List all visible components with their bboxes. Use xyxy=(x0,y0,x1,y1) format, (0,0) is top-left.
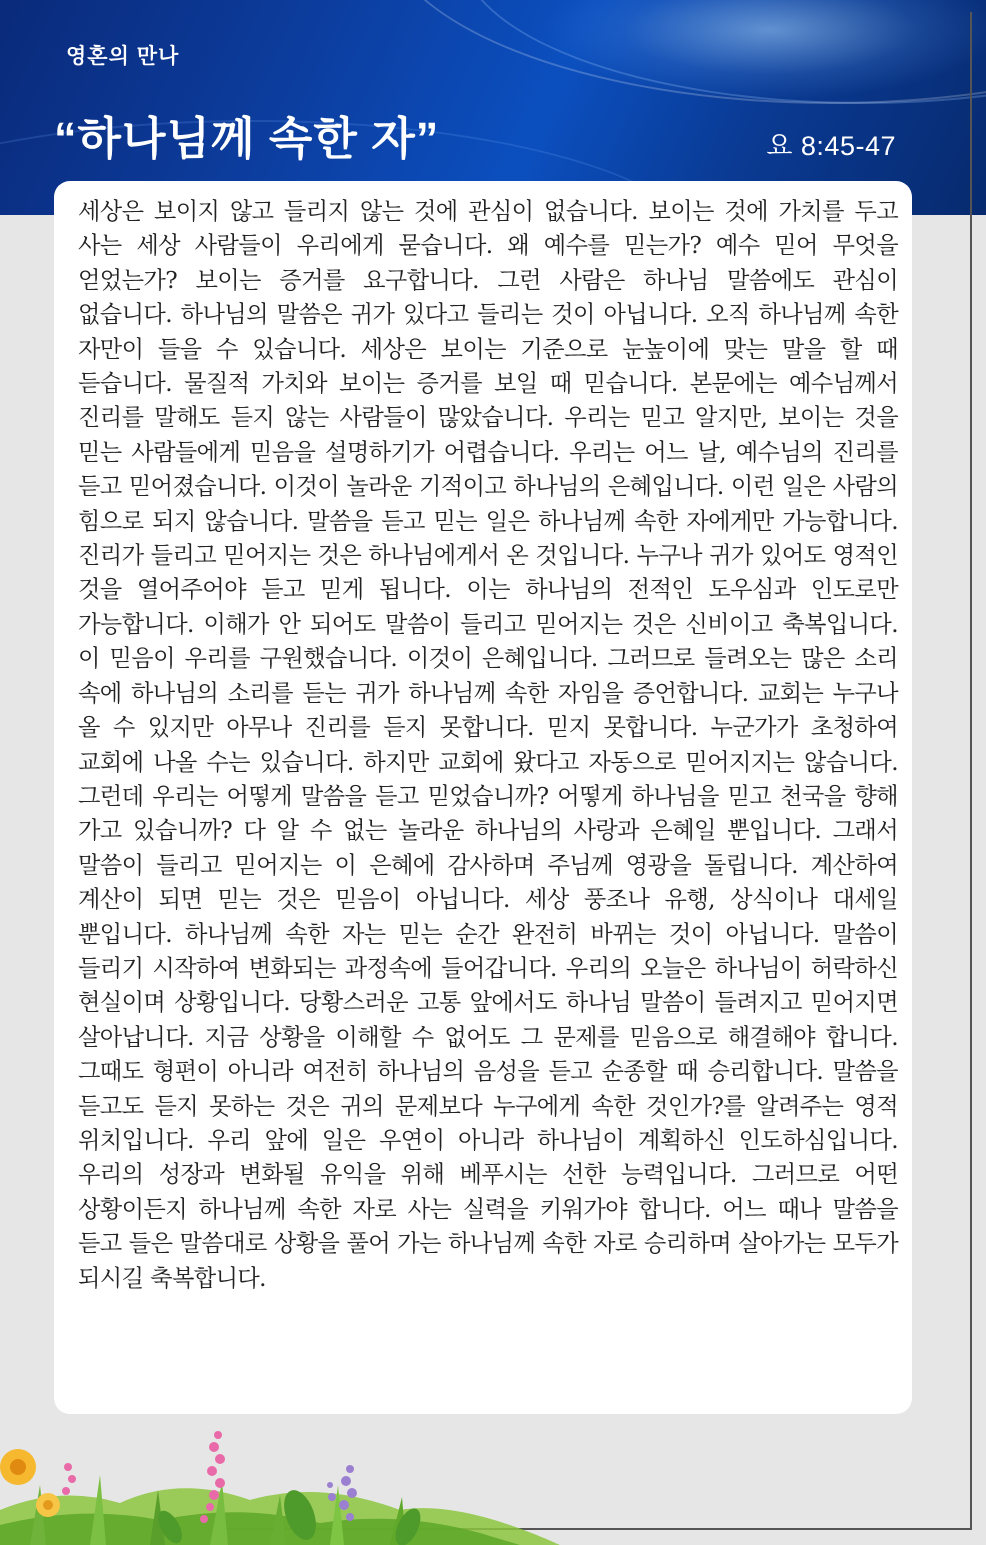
grass-illustration xyxy=(0,1475,560,1545)
frame-border-right xyxy=(970,12,972,1530)
devotional-body-text: 세상은 보이지 않고 들리지 않는 것에 관심이 없습니다. 보이는 것에 가치를 두고 사는 세상 사람들이 우리에게 묻습니다. 왜 예수를 믿는가? 예수 믿어 무엇을 얻었는가? 보이는 증거를 요구합니다. 그런 사람은 하나님 말씀에도 관심이 없습니다. 하나님의 말씀은 귀가 있다고 들리는 것이 아닙니다. 오직 하나님께 속한 자만이 들을 수 있습니다. 세상은 보이는 기준으로 눈높이에 맞는 말을 할 때 듣습니다. 물질적 가치와 보이는 증거를 보일 때 믿습니다. 본문에는 예수님께서 진리를 말해도 듣지 않는 사람들이 많았습니다. 우리는 믿고 알지만, 보이는 것을 믿는 사람들에게 믿음을 설명하기가 어렵습니다. 우리는 어느 날, 예수님의 진리를 듣고 믿어졌습니다. 이것이 놀라운 기적이고 하나님의 은혜입니다. 이런 일은 사람의 힘으로 되지 않습니다. 말씀을 듣고 믿는 일은 하나님께 속한 자에게만 가능합니다. 진리가 들리고 믿어지는 것은 하나님에게서 온 것입니다. 누구나 귀가 있어도 영적인 것을 열어주어야 듣고 믿게 됩니다. 이는 하나님의 전적인 도우심과 인도로만 가능합니다. 이해가 안 되어도 말씀이 들리고 믿어지는 것은 신비이고 축복입니다. 이 믿음이 우리를 구원했습니다. 이것이 은혜입니다. 그러므로 들려오는 많은 소리 속에 하나님의 소리를 듣는 귀가 하나님께 속한 자임을 증언합니다. 교회는 누구나 올 수 있지만 아무나 진리를 듣지 못합니다. 믿지 못합니다. 누군가가 초청하여 교회에 나올 수는 있습니다. 하지만 교회에 왔다고 자동으로 믿어지지는 않습니다. 그런데 우리는 어떻게 말씀을 듣고 믿었습니까? 어떻게 하나님을 믿고 천국을 향해 가고 있습니까? 다 알 수 없는 놀라운 하나님의 사랑과 은혜일 뿐입니다. 그래서 말씀이 들리고 믿어지는 이 은혜에 감사하며 주님께 영광을 돌립니다. 계산하여 계산이 되면 믿는 것은 믿음이 아닙니다. 세상 풍조나 유행, 상식이나 대세일 뿐입니다. 하나님께 속한 자는 믿는 순간 완전히 바뀌는 것이 아닙니다. 말씀이 들리기 시작하여 변화되는 과정속에 들어갑니다. 우리의 오늘은 하나님이 허락하신 현실이며 상황입니다. 당황스러운 고통 앞에서도 하나님 말씀이 들려지고 믿어지면 살아납니다. 지금 상황을 이해할 수 없어도 그 문제를 믿음으로 해결해야 합니다. 그때도 형편이 아니라 여전히 하나님의 음성을 듣고 순종할 때 승리합니다. 말씀을 듣고도 듣지 못하는 것은 귀의 문제보다 누구에게 속한 것인가?를 알려주는 영적 위치입니다. 우리 앞에 일은 우연이 아니라 하나님이 계획하신 인도하심입니다. 우리의 성장과 변화될 유익을 위해 베푸시는 선한 능력입니다. 그러므로 어떤 상황이든지 하나님께 속한 자로 사는 실력을 키워가야 합니다. 어느 때나 말씀을 듣고 들은 말씀대로 상황을 풀어 가는 하나님께 속한 자로 승리하며 살아가는 모두가 되시길 축복합니다. xyxy=(78,198,898,1292)
flower-decoration xyxy=(0,1415,560,1545)
section-label: 영혼의 만나 xyxy=(66,45,180,68)
scripture-reference: 요 8:45-47 xyxy=(766,131,896,161)
page-title: “하나님께 속한 자” xyxy=(54,113,440,164)
content-card xyxy=(54,181,912,1414)
